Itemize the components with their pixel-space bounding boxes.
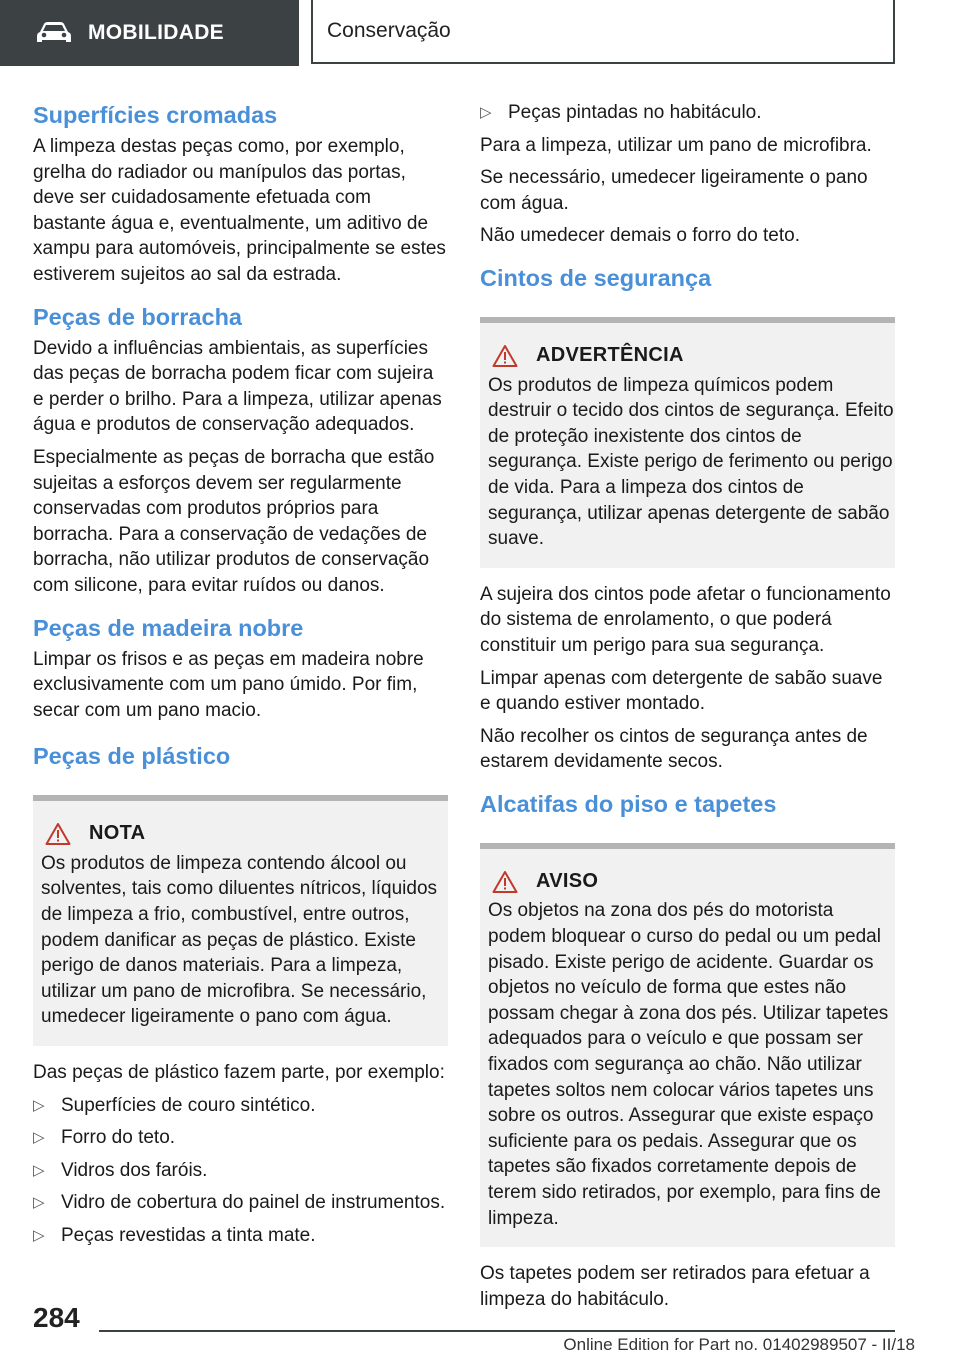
- edition-text: Online Edition for Part no. 01402989507 - II/18: [563, 1335, 915, 1354]
- bullet-triangle-icon: ▷: [33, 1096, 45, 1114]
- bullet-triangle-icon: ▷: [33, 1227, 45, 1244]
- list-item: ▷ Peças revestidas a tinta mate.: [33, 1223, 448, 1249]
- warning-triangle-icon: [45, 822, 71, 846]
- heading-plastic: Peças de plástico: [33, 743, 231, 770]
- right-column: [480, 100, 895, 1319]
- warning-text: Os produtos de limpeza químicos podem destruir o tecido dos cintos de segurança. Efeito de proteção inexistente dos cintos de segurança. Existe perigo de ferimento ou perigo de vida. Para a limpeza dos cintos de segurança, utilizar apenas detergente de sabão suave.: [488, 374, 894, 550]
- paragraph: Das peças de plástico fazem parte, por exemplo:: [33, 1062, 445, 1084]
- paragraph: Não recolher os cintos de segurança antes de estarem devidamente secos.: [480, 725, 868, 773]
- bullet-triangle-icon: ▷: [33, 1194, 45, 1212]
- paragraph: Devido a influências ambientais, as superfícies das peças de borracha podem ficar com sujeira e perder o brilho. Para a limpeza, utilizar apenas água e produtos de conservação adequados.: [33, 337, 442, 436]
- paragraph: Não umedecer demais o forro do teto.: [480, 225, 801, 247]
- note-title: NOTA: [89, 822, 146, 845]
- bullet-triangle-icon: ▷: [33, 1161, 45, 1179]
- car-icon: [34, 20, 74, 46]
- section-tab: [0, 0, 299, 66]
- heading-seatbelts: Cintos de segurança: [480, 264, 712, 291]
- caution-box: [480, 843, 895, 1247]
- caution-title: AVISO: [536, 869, 599, 892]
- heading-mats: Alcatifas do piso e tapetes: [480, 790, 777, 817]
- bullet-triangle-icon: ▷: [33, 1129, 45, 1147]
- paragraph: Para a limpeza, utilizar um pano de microfibra.: [480, 134, 872, 156]
- paragraph: Limpar os frisos e as peças em madeira nobre exclusivamente com um pano úmido. Por fim, secar com um pano macio.: [33, 648, 424, 721]
- section-label: MOBILIDADE: [88, 21, 224, 44]
- list-item: ▷ Forro do teto.: [33, 1125, 448, 1151]
- list-item: ▷ Vidros dos faróis.: [33, 1158, 448, 1184]
- list-item: ▷ Superfícies de couro sintético.: [33, 1093, 448, 1119]
- paragraph: A sujeira dos cintos pode afetar o funcionamento do sistema de enrolamento, o que poderá constituir um perigo para sua segurança.: [480, 583, 891, 656]
- warning-box: [480, 317, 895, 568]
- warning-triangle-icon: [492, 344, 518, 368]
- list-item: ▷ Vidro de cobertura do painel de instrumentos.: [33, 1190, 448, 1216]
- caution-text: Os objetos na zona dos pés do motorista podem bloquear o curso do pedal ou um pedal pisado. Existe perigo de acidente. Guardar os objetos no veículo de forma que estes não possam chegar à zona dos pés. Utilizar tapetes adequados para o veículo e que possam ser fixados com segurança ao chão. Não utilizar tapetes soltos nem colocar vários tapetes uns sobre os outros. Assegurar que existe espaço suficiente para os pedais. Assegurar que os tapetes são fixados corretamente depois de terem sido retirados, por exemplo, para fins de limpeza.: [488, 900, 889, 1229]
- heading-rubber: Peças de borracha: [33, 303, 242, 330]
- footer-divider: [99, 1330, 895, 1332]
- chapter-title: Conservação: [311, 0, 895, 64]
- warning-title: ADVERTÊNCIA: [536, 343, 684, 366]
- paragraph: Os tapetes podem ser retirados para efetuar a limpeza do habitáculo.: [480, 1263, 870, 1310]
- left-column: [33, 100, 448, 1256]
- note-text: Os produtos de limpeza contendo álcool ou solventes, tais como diluentes nítricos, líquidos de limpeza a frio, combustível, entre outros, podem danificar as peças de plástico. Existe perigo de danos materiais. Para a limpeza, utilizar um pano de microfibra. Se necessário, umedecer ligeiramente o pano com água.: [41, 852, 438, 1028]
- heading-chrome: Superfícies cromadas: [33, 102, 278, 128]
- note-box: [33, 795, 448, 1046]
- page-header: [0, 0, 960, 66]
- page-number: 284: [33, 1302, 80, 1333]
- paragraph: Especialmente as peças de borracha que estão sujeitas a esforços devem ser regularmente conservadas com produtos próprios para borracha. Para a conservação de vedações de borracha, não utilizar produtos de conservação com silicone, para evitar ruídos ou danos.: [33, 446, 435, 596]
- warning-triangle-icon: [492, 870, 518, 894]
- bullet-triangle-icon: ▷: [480, 104, 492, 121]
- paragraph: A limpeza destas peças como, por exemplo, grelha do radiador ou manípulos das portas, deve ser cuidadosamente efetuada com bastante água e, eventualmente, um aditivo de xampu para automóveis, principalmente se estes estiverem sujeitos ao sal da estrada.: [33, 136, 446, 285]
- paragraph: Se necessário, umedecer ligeiramente o pano com água.: [480, 167, 868, 214]
- list-item: ▷ Peças pintadas no habitáculo.: [480, 100, 895, 126]
- paragraph: Limpar apenas com detergente de sabão suave e quando estiver montado.: [480, 667, 883, 715]
- heading-wood: Peças de madeira nobre: [33, 614, 304, 641]
